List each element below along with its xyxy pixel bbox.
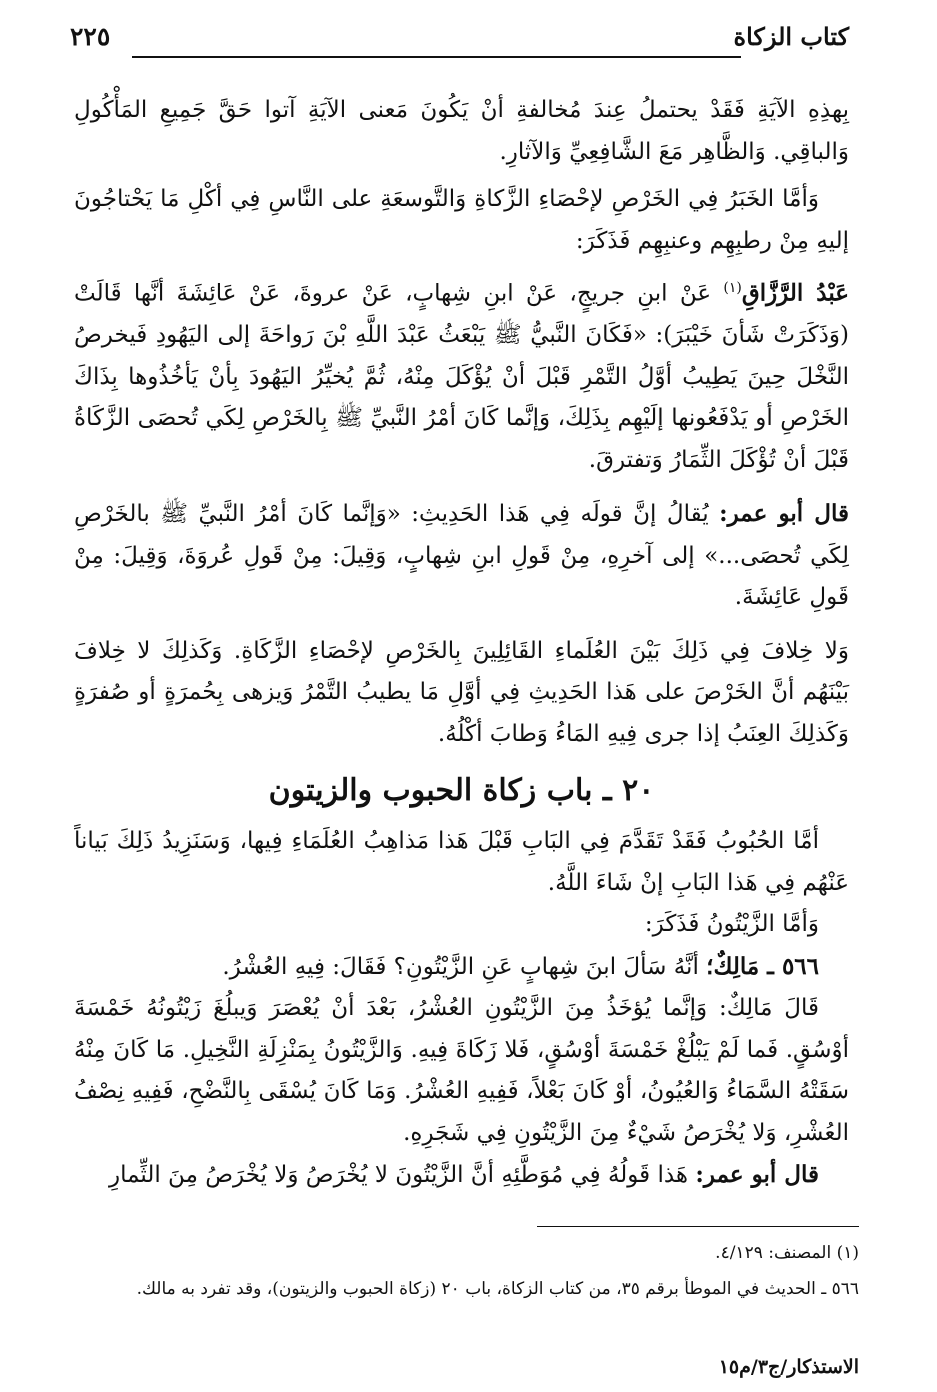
header-rule (132, 56, 741, 58)
page-number: ٢٢٥ (70, 22, 111, 51)
abu-umar-lead: قال أبو عمر: (719, 500, 849, 528)
paragraph-4 (74, 493, 849, 619)
paragraph-8-text: أنَّهُ سَألَ ابنَ شِهابٍ عَنِ الزَّيْتُونِ؟ فَقَالَ: فِيهِ العُشْرُ. (222, 953, 707, 980)
paragraph-6: أمَّا الحُبُوبُ فَقَدْ تَقَدَّمَ فِي البَابِ قَبْلَ هَذا مَذاهِبُ العُلَمَاءِ فِيها، وَسَنَزِيدُ ذَلِكَ بَياناً عَنْهُم فِي هَذا البَابِ إنْ شَاءَ اللَّهُ. (74, 828, 849, 896)
footnote-2: ٥٦٦ ـ الحديث في الموطأ برقم ٣٥، من كتاب الزكاة، باب ٢٠ (زكاة الحبوب والزيتون)، وقد تفرد به مالك. (136, 1279, 859, 1299)
hadith-number-lead: ٥٦٦ ـ مَالِكٌ؛ (706, 952, 819, 980)
page-header (70, 22, 849, 58)
paragraph-2: وَأمَّا الخَبَرُ فِي الخَرْصِ لإحْصَاءِ الزَّكاةِ وَالتَّوسعَةِ على النَّاسِ فِي أكْلِ مَا يَحْتاجُونَ إليهِ مِنْ رطبِهِم وعنبِهِم فَذَكَرَ: (74, 186, 849, 254)
footnote-1: (١) المصنف: ٤/١٢٩. (715, 1243, 859, 1263)
paragraph-4-text: يُقالُ إنَّ قولَه فِي هَذا الحَدِيثِ: «وَإنَّما كَانَ أمْرُ النَّبيِّ ﷺ بالخَرْصِ لِكَي تُحصَى...» إلى آخرِهِ، مِنْ قَولِ ابنِ شِهابٍ، وَقِيلَ: مِنْ قَولِ عُروَةَ، وَقِيلَ: مِنْ قَولِ عَائِشَةَ. (74, 501, 849, 611)
paragraph-10-text: هَذا قَولُهُ فِي مُوَطَّئِهِ أنَّ الزَّيْتُونَ لا يُخْرَصُ وَلا يُخْرَصُ مِنَ الثِّمارِ (109, 1162, 696, 1189)
paragraph-3-text: عَنْ ابنِ جريجٍ، عَنْ ابنِ شِهابٍ، عَنْ عروةَ، عَنْ عَائِشَةَ أنَّها قَالَتْ (وَذَكَرَتْ شَأنَ خَيْبَرَ): «فَكَانَ النَّبيُّ ﷺ يَبْعَثُ عَبْدَ اللَّهِ بْنَ رَواحَةَ إلى اليَهُودِ فَيخرصُ النَّخْلَ حِينَ يَطِيبُ أوَّلُ التَّمْرِ قَبْلَ أنْ يُؤْكَلَ مِنْهُ، ثُمَّ يُخيِّرُ اليَهُودَ بِأنْ يَأخُذُوها بِذَاكَ الخَرْصِ أو يَدْفَعُونها إلَيْهِم بِذَلِكَ، وَإنَّما كَانَ أمْرُ النَّبيِّ ﷺ بِالخَرْصِ لِكَي تُحصَى الزَّكَاةُ قَبْلَ أنْ تُؤْكَلَ الثِّمَارُ وَتفترقَ. (74, 280, 849, 473)
paragraph-8 (74, 946, 849, 989)
paragraph-3 (74, 268, 849, 481)
footnote-ref-1: (١) (723, 280, 742, 296)
paragraph-1: بِهذِهِ الآيَةِ فَقَدْ يحتملُ عِندَ مُخالفةِ أنْ يَكُونَ مَعنى الآيَةِ آتوا حَقَّ جَمِيعِ المَأْكُولِ وَالباقِي. وَالظَّاهِر مَعَ الشَّافِعِيِّ وَالآثارِ. (74, 97, 849, 165)
paragraph-9: قَالَ مَالِكٌ: وَإنَّما يُؤخَذُ مِنَ الزَّيْتُونِ العُشْرُ، بَعْدَ أنْ يُعْصَرَ وَيبلُغَ زَيْتُونُهُ خَمْسَةَ أوْسُقٍ. فَما لَمْ يَبْلُغْ خَمْسَةَ أوْسُقٍ، فَلا زَكَاةَ فِيهِ. وَالزَّيْتُونُ بِمَنْزِلَةِ النَّخِيلِ. مَا كَانَ مِنْهُ سَقَتْهُ السَّمَاءُ وَالعُيُونُ، أوْ كَانَ بَعْلاً، فَفِيهِ العُشْرُ. وَمَا كَانَ يُسْقَى بِالنَّضْحِ، فَفِيهِ نِصْفُ العُشْرِ، وَلا يُخْرَصُ شَيْءٌ مِنَ الزَّيْتُونِ فِي شَجَرِهِ. (74, 995, 849, 1146)
narrator-lead: عَبْدُ الرَّزَّاقِ (741, 279, 849, 307)
chapter-heading: ٢٠ ـ باب زكاة الحبوب والزيتون (268, 773, 655, 809)
running-title: كتاب الزكاة (733, 22, 849, 51)
paragraph-10 (74, 1154, 849, 1197)
paragraph-7: وَأمَّا الزَّيْتُونُ فَذَكَرَ: (644, 911, 819, 938)
paragraph-5: وَلا خِلافَ فِي ذَلِكَ بَيْنَ العُلَماءِ القَائِلِينَ بِالخَرْصِ لإحْصَاءِ الزَّكَاةِ. وَكَذلِكَ لا خِلافَ بَيْنَهُم أنَّ الخَرْصَ على هَذا الحَدِيثِ فِي أوَّلِ مَا يطيبُ التَّمْرُ وَيزهى بِحُمرَةٍ أو صُفرَةٍ وَكَذلِكَ العِنَبُ إذا جرى فِيهِ المَاءُ وَطابَ أكْلُهُ. (74, 637, 849, 747)
footnotes (74, 1240, 859, 1312)
main-text (74, 90, 849, 1197)
footnote-rule (537, 1226, 859, 1227)
abu-umar-lead-2: قال أبو عمر: (695, 1161, 819, 1189)
footer-signature: الاستذكار/ج٣/م١٥ (718, 1356, 859, 1378)
